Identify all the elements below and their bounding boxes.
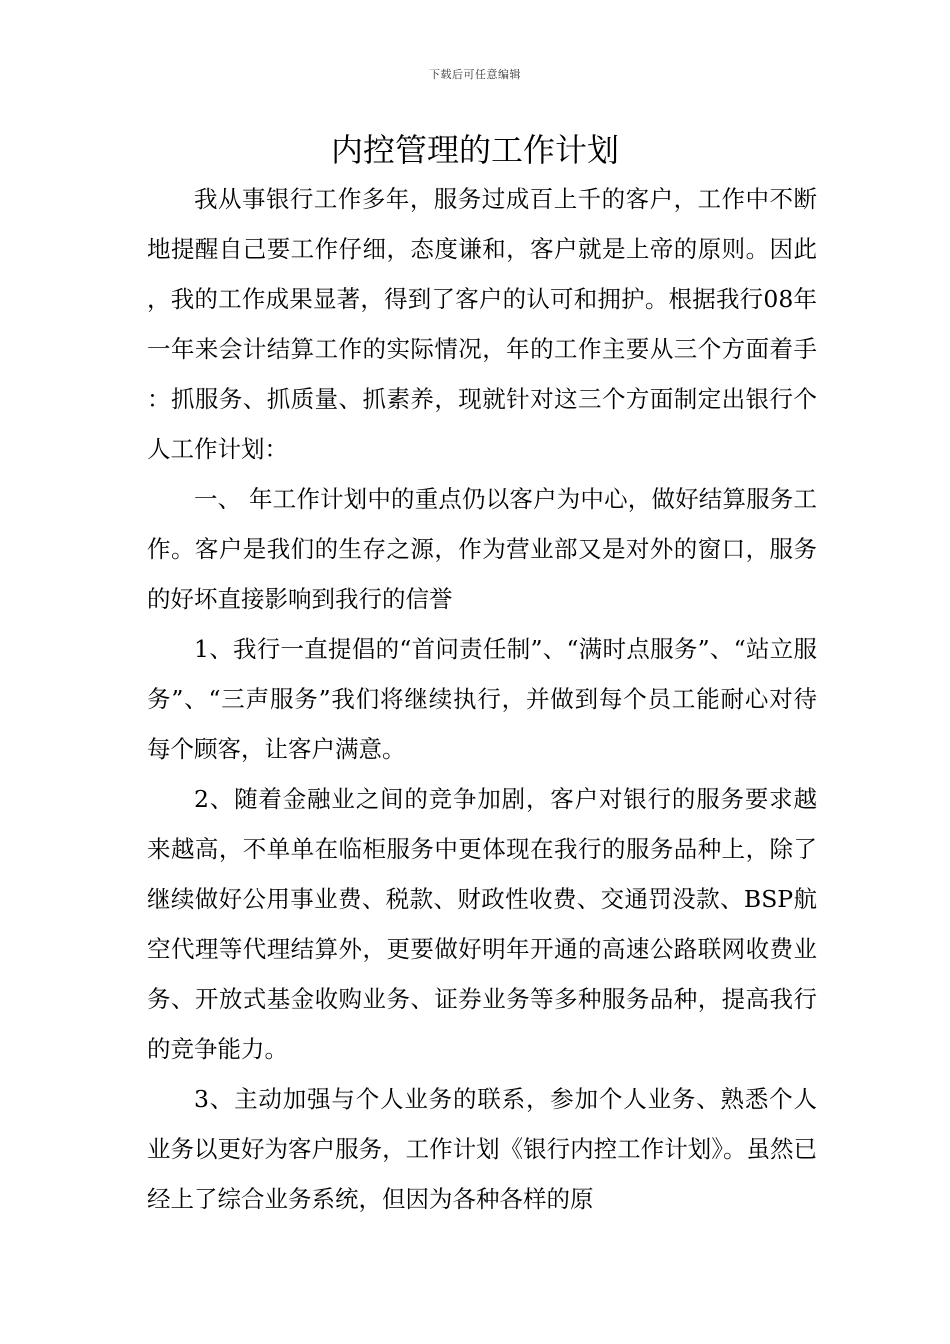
paragraph-item-2: 2、随着金融业之间的竞争加剧，客户对银行的服务要求越来越高，不单单在临柜服务中更体现在我行的服务品种上，除了继续做好公用事业费、税款、财政性收费、交通罚没款、BSP航空代理等代理结算外，更要做好明年开通的高速公路联网收费业务、开放式基金收购业务、证券业务等多种服务品种，提高我行的竞争能力。: [147, 785, 817, 1063]
paragraph-item-1: 1、我行一直提倡的“首问责任制”、“满时点服务”、“站立服务”、“三声服务”我们将继续执行，并做到每个员工能耐心对待每个顾客，让客户满意。: [147, 635, 817, 763]
document-title: 内控管理的工作计划: [330, 131, 619, 169]
header-note: 下载后可任意编辑: [429, 68, 521, 81]
paragraph-intro: 我从事银行工作多年，服务过成百上千的客户，工作中不断地提醒自己要工作仔细，态度谦和，客户就是上帝的原则。因此，我的工作成果显著，得到了客户的认可和拥护。根据我行08年一年来会计结算工作的实际情况，年的工作主要从三个方面着手：抓服务、抓质量、抓素养，现就针对这三个方面制定出银行个人工作计划：: [147, 185, 817, 463]
paragraph-item-3: 3、主动加强与个人业务的联系，参加个人业务、熟悉个人业务以更好为客户服务，工作计划《银行内控工作计划》。虽然已经上了综合业务系统，但因为各种各样的原: [147, 1085, 817, 1213]
document-body: [147, 174, 817, 1224]
paragraph-section-1: 一、 年工作计划中的重点仍以客户为中心，做好结算服务工作。客户是我们的生存之源，作为营业部又是对外的窗口，服务的好坏直接影响到我行的信誉: [147, 485, 817, 613]
